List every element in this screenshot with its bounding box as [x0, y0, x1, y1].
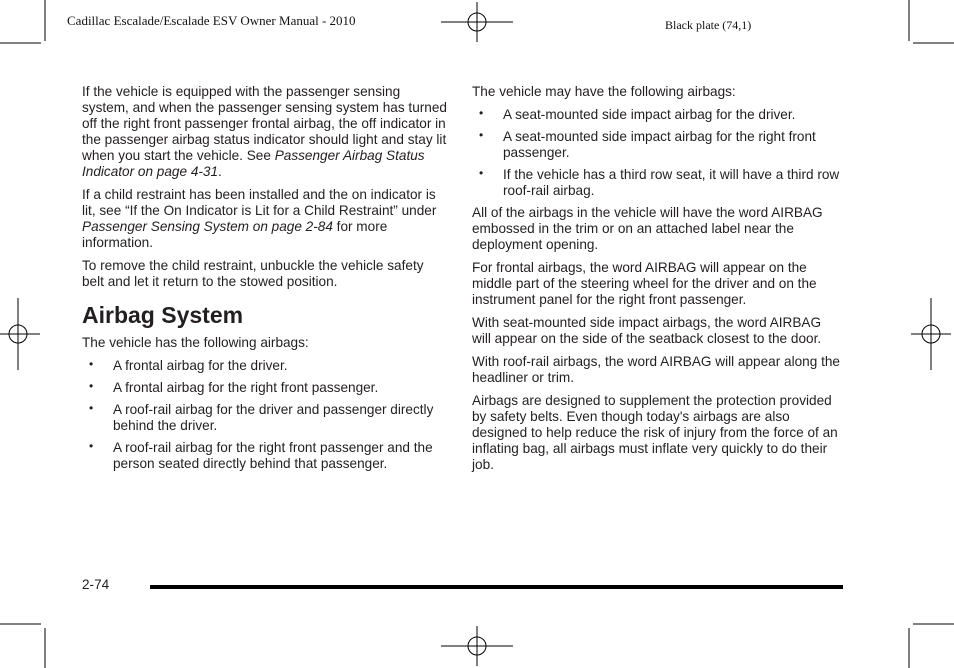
bullet-icon: • [479, 106, 484, 120]
bullet-icon: • [479, 166, 484, 180]
list-item: • A frontal airbag for the driver. [89, 357, 288, 373]
list-item: • A roof-rail airbag for the right front passenger and the person seated directly behind that passenger. [89, 439, 433, 471]
registration-mark-top [441, 2, 513, 42]
list-item: • A frontal airbag for the right front passenger. [89, 379, 379, 395]
bullet-icon: • [89, 439, 94, 453]
bullet-icon: • [89, 357, 94, 371]
list-item: • A seat-mounted side impact airbag for the right front passenger. [479, 128, 816, 160]
paragraph-supplement: Airbags are designed to supplement the protection provided by safety belts. Even though today's airbags are also designed to help reduce the risk of injury from the force of an inflating bag, all airbags must inflate very quickly to do their job. [472, 393, 838, 472]
cross-reference: Passenger Sensing System on page 2-84 [82, 219, 333, 234]
registration-mark-left [0, 298, 40, 370]
registration-mark-bottom [441, 626, 513, 666]
bullet-icon: • [89, 401, 94, 415]
registration-mark-right [911, 298, 951, 370]
paragraph-remove-restraint: To remove the child restraint, unbuckle the vehicle safety belt and let it return to the stowed position. [82, 258, 424, 289]
section-heading: Airbag System [82, 302, 244, 328]
paragraph-intro: The vehicle may have the following airbags: [472, 84, 736, 99]
list-item: • If the vehicle has a third row seat, it will have a third row roof-rail airbag. [479, 166, 840, 198]
page-number: 2-74 [82, 577, 110, 592]
airbag-list-left [82, 358, 448, 472]
right-column [472, 84, 840, 480]
paragraph-seat-mounted: With seat-mounted side impact airbags, the word AIRBAG will appear on the side of the seatback closest to the door. [472, 315, 822, 346]
bullet-icon: • [89, 379, 94, 393]
footer-rule [150, 585, 843, 589]
paragraph-embossed: All of the airbags in the vehicle will have the word AIRBAG embossed in the trim or on an attached label near the deployment opening. [472, 205, 823, 252]
paragraph-passenger-sensing: If the vehicle is equipped with the passenger sensing system, and when the passenger sensing system has turned off the right front passenger frontal airbag, the off indicator in the passenger airbag status indicator should light and stay lit when you start the vehicle. See Passenger Airbag Status Indicator on page 4-31. [82, 84, 447, 179]
paragraph-frontal: For frontal airbags, the word AIRBAG will appear on the middle part of the steering wheel for the driver and on the instrument panel for the right front passenger. [472, 260, 817, 307]
paragraph-intro: The vehicle has the following airbags: [82, 335, 309, 350]
list-item: • A seat-mounted side impact airbag for the driver. [479, 106, 796, 122]
manual-title: Cadillac Escalade/Escalade ESV Owner Manual - 2010 [67, 13, 356, 28]
paragraph-child-restraint: If a child restraint has been installed and the on indicator is lit, see “If the On Indicator is Lit for a Child Restraint” under Passenger Sensing System on page 2-84 for more information. [82, 187, 437, 250]
airbag-list-right [472, 107, 840, 199]
left-column [82, 84, 448, 478]
plate-label: Black plate (74,1) [665, 18, 752, 32]
paragraph-roof-rail: With roof-rail airbags, the word AIRBAG will appear along the headliner or trim. [472, 354, 840, 385]
bullet-icon: • [479, 128, 484, 142]
list-item: • A roof-rail airbag for the driver and passenger directly behind the driver. [89, 401, 434, 433]
cross-reference: Passenger Airbag Status Indicator on page 4-31 [82, 148, 425, 179]
